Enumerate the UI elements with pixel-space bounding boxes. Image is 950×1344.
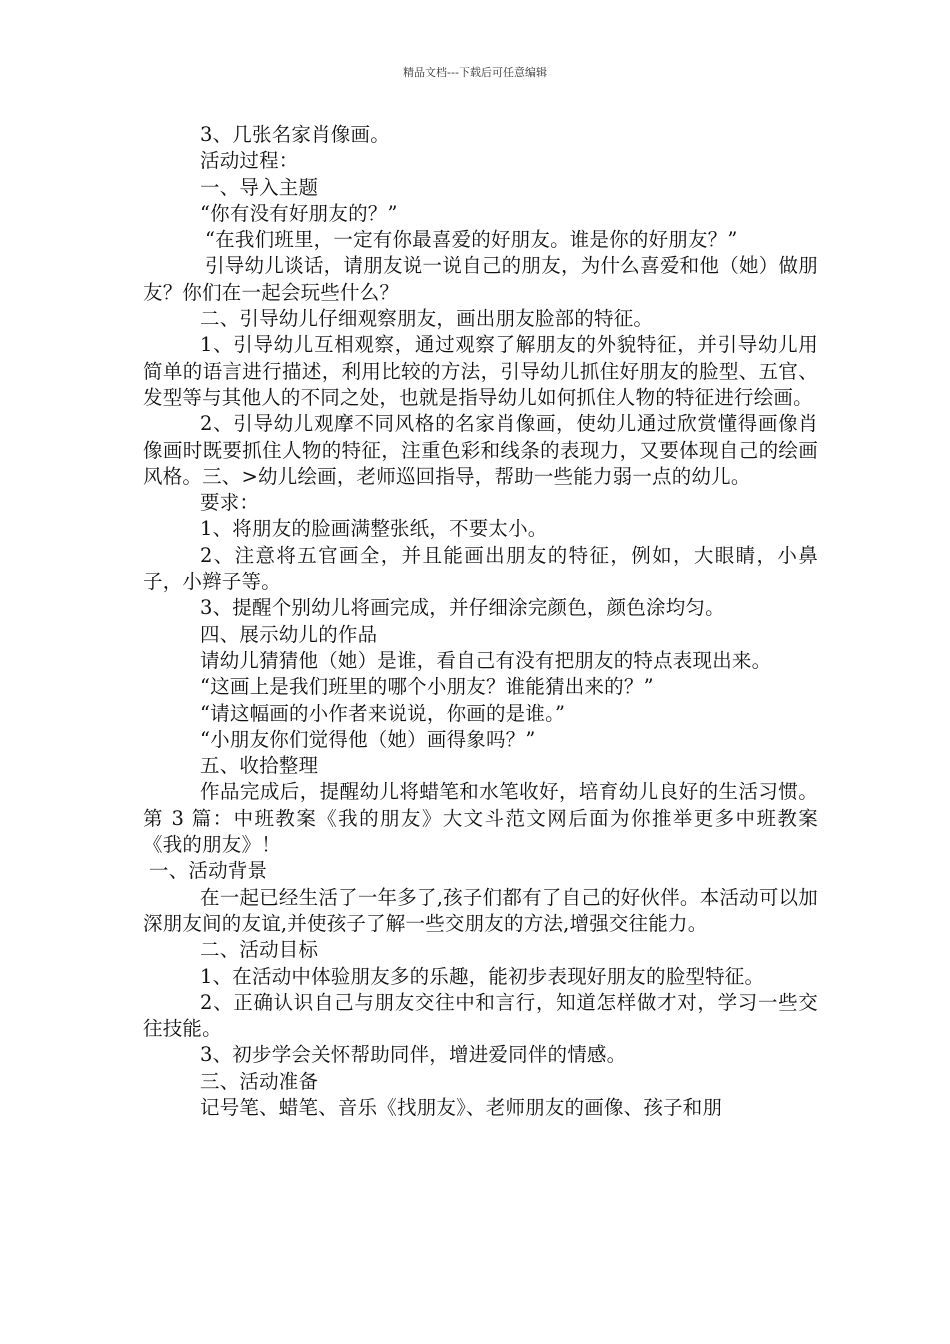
paragraph: 2、正确认识自己与朋友交往中和言行，知道怎样做才对，学习一些交往技能。 <box>143 990 818 1041</box>
section-heading: 二、活动目标 <box>200 938 319 962</box>
paragraph: 1、引导幼儿互相观察，通过观察了解朋友的外貌特征，并引导幼儿用简单的语言进行描述，利用比较的方法，引导幼儿抓住好朋友的脸型、五官、发型等与其他人的不同之处，也就是指导幼儿如何抓住人物的特征进行绘画。 <box>143 333 818 409</box>
paragraph: 1、在活动中体验朋友多的乐趣，能初步表现好朋友的脸型特征。 <box>200 964 765 988</box>
paragraph: 1、将朋友的脸画满整张纸，不要太小。 <box>200 517 548 541</box>
section-heading: 三、活动准备 <box>200 1069 319 1093</box>
paragraph: 3、提醒个别幼儿将画完成，并仔细涂完颜色，颜色涂均匀。 <box>200 596 725 620</box>
paragraph: 引导幼儿谈话，请朋友说一说自己的朋友，为什么喜爱和他（她）做朋友？你们在一起会玩些什么？ <box>143 254 818 304</box>
paragraph: “这画上是我们班里的哪个小朋友？谁能猜出来的？” <box>200 675 654 699</box>
paragraph: 活动过程： <box>200 149 299 173</box>
paragraph: 作品完成后，提醒幼儿将蜡笔和水笔收好，培育幼儿良好的生活习惯。第 3 篇：中班教案《我的朋友》大文斗范文网后面为你推举更多中班教案《我的朋友》！ <box>143 780 818 857</box>
paragraph: 在一起已经生活了一年多了,孩子们都有了自己的好伙伴。本活动可以加深朋友间的友谊,并使孩子了解一些交朋友的方法,增强交往能力。 <box>143 885 818 935</box>
paragraph: 请幼儿猜猜他（她）是谁，看自己有没有把朋友的特点表现出来。 <box>200 648 772 672</box>
paragraph: 记号笔、蜡笔、音乐《找朋友》、老师朋友的画像、孩子和朋 <box>200 1095 723 1119</box>
section-heading: 二、引导幼儿仔细观察朋友，画出朋友脸部的特征。 <box>200 307 654 331</box>
page-header: 精品文档---下载后可任意编辑 <box>403 66 547 79</box>
paragraph: 2、注意将五官画全，并且能画出朋友的特征，例如，大眼睛，小鼻子，小辫子等。 <box>143 543 818 594</box>
paragraph: “在我们班里，一定有你最喜爱的好朋友。谁是你的好朋友？” <box>205 228 738 252</box>
paragraph: 2、引导幼儿观摩不同风格的名家肖像画，使幼儿通过欣赏懂得画像肖像画时既要抓住人物的特征，注重色彩和线条的表现力，又要体现自己的绘画风格。三、>幼儿绘画，老师巡回指导，帮助一些能力弱一点的幼儿。 <box>143 412 818 488</box>
document-body <box>143 122 818 1121</box>
paragraph: “小朋友你们觉得他（她）画得象吗？” <box>200 727 536 751</box>
paragraph: “你有没有好朋友的？” <box>200 201 398 225</box>
section-heading: 一、导入主题 <box>200 175 319 199</box>
paragraph: “请这幅画的小作者来说说，你画的是谁。” <box>200 701 566 725</box>
paragraph: 要求： <box>200 491 260 515</box>
paragraph: 3、几张名家肖像画。 <box>200 123 390 146</box>
section-heading: 五、收拾整理 <box>200 754 319 778</box>
section-heading: 一、活动背景 <box>149 859 268 883</box>
section-heading: 四、展示幼儿的作品 <box>200 622 378 646</box>
paragraph: 3、初步学会关怀帮助同伴，增进爱同伴的情感。 <box>200 1043 627 1067</box>
